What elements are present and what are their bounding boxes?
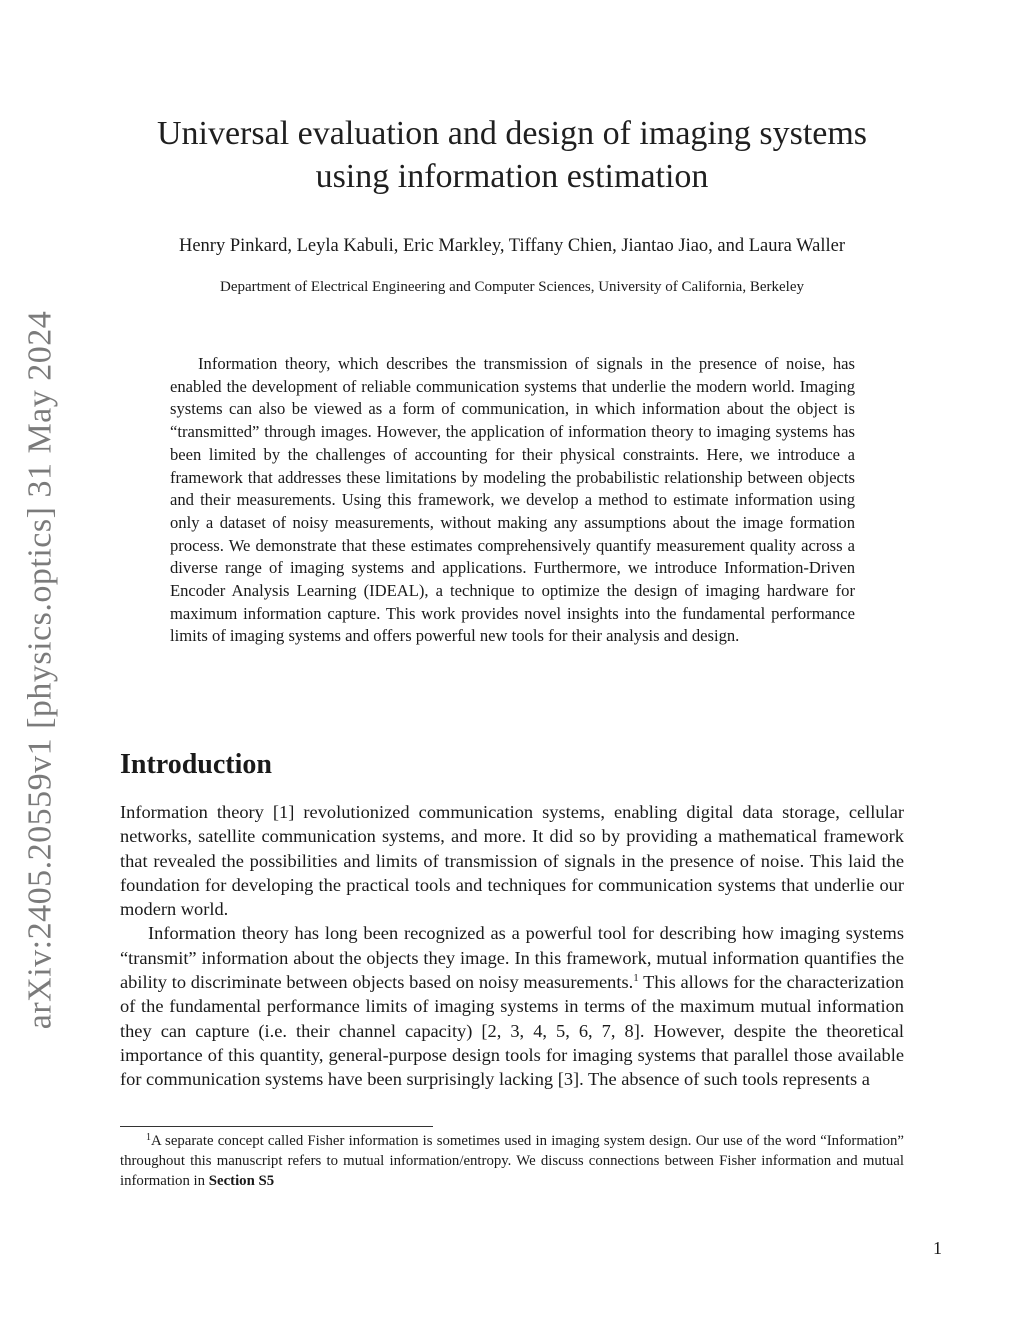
intro-paragraph-2-text-b: This allows for the characterization of the fundamental performance limits of imaging systems in terms of the maximum mutual information they can capture (i.e. their channel capacity) [2, 3, 4, 5, 6, 7, 8]. However, despite the theoretical importance of this quantity, general-purpose design tools for imaging systems that parallel those available for communication systems have been surprisingly lacking [3]. The absence of such tools represents a xyxy=(120,972,904,1090)
footnote-divider xyxy=(120,1126,433,1127)
introduction-body xyxy=(120,800,904,1092)
title-line-1: Universal evaluation and design of imaging systems xyxy=(156,115,868,152)
footnote-marker: 1 xyxy=(146,1132,151,1143)
footnote-text: A separate concept called Fisher information is sometimes used in imaging system design. Our use of the word “Information” throughout this manuscript refers to mutual information/entropy. We discuss connections between Fisher information and mutual information in xyxy=(120,1133,904,1189)
arxiv-identifier-text: arXiv:2405.20559v1 [physics.optics] 31 May 2024 xyxy=(21,310,59,1030)
intro-paragraph-1: Information theory [1] revolutionized communication systems, enabling digital data storage, cellular networks, satellite communication systems, and more. It did so by providing a mathematical framework that revealed the possibilities and limits of transmission of signals in the presence of noise. This laid the foundation for developing the practical tools and techniques for communication systems that underlie our modern world. xyxy=(120,802,904,920)
intro-paragraph-2-text-a: Information theory has long been recognized as a powerful tool for describing how imaging systems “transmit” information about the objects they image. In this framework, mutual information quantifies the ability to discriminate between objects based on noisy measurements. xyxy=(120,923,904,993)
intro-paragraph-2 xyxy=(120,921,904,1091)
author-list: Henry Pinkard, Leyla Kabuli, Eric Markley, Tiffany Chien, Jiantao Jiao, and Laura Waller xyxy=(178,236,846,256)
section-heading-introduction: Introduction xyxy=(120,749,272,780)
affiliation: Department of Electrical Engineering and Computer Sciences, University of California, Berkeley xyxy=(220,279,804,295)
paper-title xyxy=(120,112,904,198)
title-line-2: using information estimation xyxy=(315,158,709,195)
abstract: Information theory, which describes the transmission of signals in the presence of noise, has enabled the development of reliable communication systems that underlie the modern world. Imaging systems can also be viewed as a form of communication, in which information about the object is “transmitted” through images. However, the application of information theory to imaging systems has been limited by the challenges of accounting for their physical constraints. Here, we introduce a framework that addresses these limitations by modeling the probabilistic relationship between objects and their measurements. Using this framework, we develop a method to estimate information using only a dataset of noisy measurements, without making any assumptions about the image formation process. We demonstrate that these estimates comprehensively quantify measurement quality across a diverse range of imaging systems and applications. Furthermore, we introduce Information-Driven Encoder Analysis Learning (IDEAL), a technique to optimize the design of imaging hardware for maximum information capture. This work provides novel insights into the fundamental performance limits of imaging systems and offers powerful new tools for their analysis and design. xyxy=(170,354,855,646)
footnote-1 xyxy=(120,1131,904,1191)
footnote-marker-link[interactable]: 1 xyxy=(633,972,639,985)
page-number: 1 xyxy=(933,1238,942,1258)
footnote-section-reference[interactable]: Section S5 xyxy=(208,1173,275,1189)
arxiv-identifier-stamp xyxy=(14,310,66,1030)
